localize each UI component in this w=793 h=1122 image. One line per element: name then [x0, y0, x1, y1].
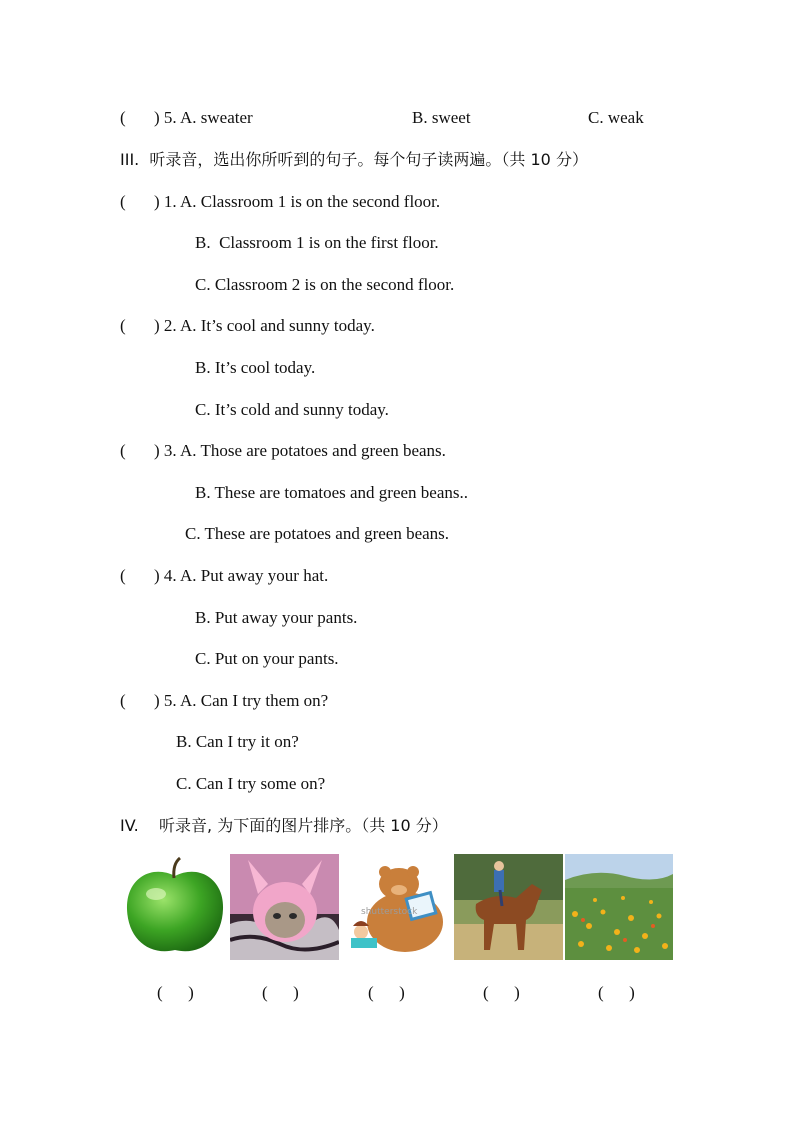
picture-girl-riding-horse	[454, 854, 563, 960]
picture-flower-meadow	[565, 854, 673, 960]
q1-option-a: ) 1. A. Classroom 1 is on the second floor.	[154, 192, 441, 211]
section-4-heading: IV. 听录音, 为下面的图片排序。（共 10 分）	[120, 816, 448, 835]
picture-answer-blank[interactable]: ( )	[483, 983, 520, 1002]
q2-paren: (	[120, 316, 126, 335]
q3-option-c: C. These are potatoes and green beans.	[185, 524, 450, 543]
q5-option-c: C. Can I try some on?	[176, 774, 326, 793]
shutterstock-watermark: shutterstock	[361, 907, 418, 917]
prev-q5-option-a: ) 5. A. sweater	[154, 108, 253, 127]
q5-option-a: ) 5. A. Can I try them on?	[154, 691, 329, 710]
picture-answer-blank[interactable]: ( )	[598, 983, 635, 1002]
picture-answer-blank[interactable]: ( )	[368, 983, 405, 1002]
q2-option-c: C. It’s cold and sunny today.	[195, 400, 389, 419]
q5-option-b: B. Can I try it on?	[176, 732, 299, 751]
prev-q5-paren: (	[120, 108, 126, 127]
q4-option-c: C. Put on your pants.	[195, 649, 339, 668]
q2-option-a: ) 2. A. It’s cool and sunny today.	[154, 316, 375, 335]
picture-answer-blank[interactable]: ( )	[262, 983, 299, 1002]
picture-bear-reading-book	[343, 854, 452, 960]
section-3-heading: III. 听录音，选出你所听到的句子。每个句子读两遍。（共 10 分）	[120, 150, 588, 169]
picture-cat-in-bunny-hat	[230, 854, 339, 960]
q4-option-b: B. Put away your pants.	[195, 608, 358, 627]
q1-paren: (	[120, 192, 126, 211]
q4-paren: (	[120, 566, 126, 585]
q3-option-a: ) 3. A. Those are potatoes and green beans.	[154, 441, 446, 460]
prev-q5-option-c: C. weak	[588, 108, 644, 127]
q4-option-a: ) 4. A. Put away your hat.	[154, 566, 329, 585]
q2-option-b: B. It’s cool today.	[195, 358, 316, 377]
q1-option-b: B. Classroom 1 is on the first floor.	[195, 233, 439, 252]
q1-option-c: C. Classroom 2 is on the second floor.	[195, 275, 455, 294]
prev-q5-option-b: B. sweet	[412, 108, 471, 127]
picture-answer-blank[interactable]: ( )	[157, 983, 194, 1002]
q3-paren: (	[120, 441, 126, 460]
picture-apple	[122, 854, 228, 960]
q5-paren: (	[120, 691, 126, 710]
q3-option-b: B. These are tomatoes and green beans..	[195, 483, 469, 502]
